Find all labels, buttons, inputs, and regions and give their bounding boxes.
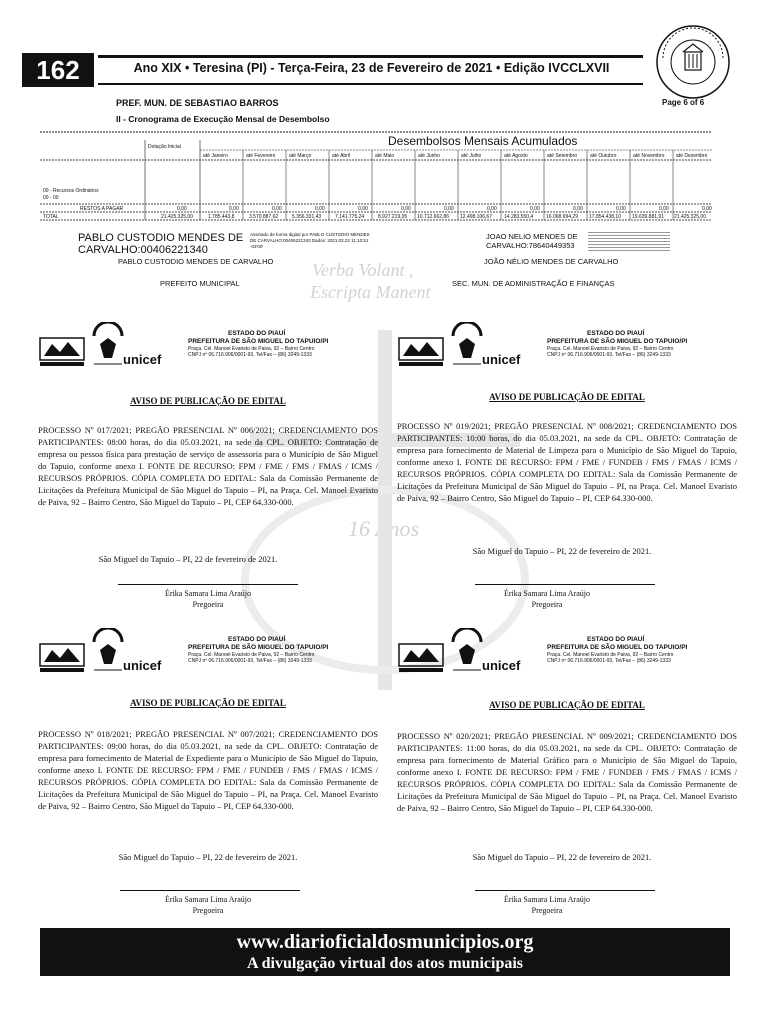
total-value: 19.639.881,91 bbox=[632, 214, 664, 220]
prefeitura-name: PREFEITURA DE SÃO MIGUEL DO TAPUIO/PI bbox=[547, 644, 688, 651]
notice-body: PROCESSO Nº 017/2021; PREGÃO PRESENCIAL Nº 006/2021; CREDENCIAMENTO DOS PARTICIPANTES: 08:00 horas, do dia 05.03.2021, na sede da CPL. OBJETO: Contratação de empresa ou pessoa física para prestação de serviço de assessoria para o Município de São Miguel do Tapuio, conforme anexo I. FONTE DE RECURSO: FPM / FME / FMS / FMAS / ICMS / RECURSOS PRÓPRIOS. CÓPIA COMPLETA DO EDITAL: Sala da Comissão Permanente de Licitações da Prefeitura Municipal de São Miguel do Tapuio – PI, na Praça. Cel. Manoel Evaristo de Paiva, 92 – Bairro Centro, São Miguel do Tapuio – PI, CEP 64.330-000. bbox=[38, 425, 378, 507]
col-month: até Julho bbox=[461, 153, 482, 159]
signer-name: Érika Samara Lima Araújo bbox=[165, 895, 251, 904]
page-of: Page 6 of 6 bbox=[662, 98, 705, 107]
total-value: 21.425.325,00 bbox=[674, 214, 706, 220]
signature-2-printed-name: JOÃO NÉLIO MENDES DE CARVALHO bbox=[484, 257, 619, 266]
footer-url[interactable]: www.diarioficialdosmunicipios.org bbox=[236, 931, 534, 953]
total-value: 1.785.443,8 bbox=[208, 214, 235, 220]
table-heading: Desembolsos Mensais Acumulados bbox=[388, 134, 578, 148]
notice-body: PROCESSO Nº 020/2021; PREGÃO PRESENCIAL Nº 009/2021; CREDENCIAMENTO DOS PARTICIPANTES: 11:00 horas, do dia 05.03.2021, na sede da CPL. OBJETO: Contratação de empresa para fornecimento de Material Gráfico para o Município de São Miguel do Tapuio, conforme anexo I. FONTE DE RECURSO: FPM / FME / FUNDEB / FMS / FMAS / ICMS / RECURSOS PRÓPRIOS. CÓPIA COMPLETA DO EDITAL: Sala da Comissão Permanente de Licitações da Prefeitura Municipal de São Miguel do Tapuio – PI, na Praça. Cel. Manoel Evaristo de Paiva, 92 – Bairro Centro, São Miguel do Tapuio – PI, CEP 64.330-000. bbox=[397, 731, 737, 813]
cell-value: 0,00 bbox=[315, 206, 325, 212]
seal-logo bbox=[90, 322, 126, 372]
notice-date: São Miguel do Tapuio – PI, 22 de fevereiro de 2021. bbox=[472, 852, 652, 862]
cell-value: 0,00 bbox=[659, 206, 669, 212]
col-month: até Dezembro bbox=[676, 153, 708, 159]
prefeitura-cnpj: CNPJ nº 06.716.906/0001-93, Tel/Fax – (86) 3249-1333 bbox=[547, 352, 671, 358]
page-number: 162 bbox=[22, 53, 94, 87]
col-month: até Setembro bbox=[547, 153, 578, 159]
signature-1-printed-name: PABLO CUSTODIO MENDES DE CARVALHO bbox=[118, 257, 274, 266]
cell-value: 0,00 bbox=[272, 206, 282, 212]
watermark-years: 16 Anos bbox=[348, 516, 420, 541]
cell-value: 0,00 bbox=[444, 206, 454, 212]
state-name: ESTADO DO PIAUÍ bbox=[228, 636, 286, 643]
cronograma-title: II - Cronograma de Execução Mensal de Desembolso bbox=[116, 114, 330, 124]
cronograma-table bbox=[40, 130, 712, 228]
total-value: 12.498.106,67 bbox=[460, 214, 492, 220]
prefeitura-address: Praça. Cel. Manoel Evaristo de Paiva, 92 – Bairro Centro bbox=[188, 652, 315, 658]
notice-signer bbox=[397, 588, 697, 610]
notice-header bbox=[397, 322, 737, 382]
notice-title: AVISO DE PUBLICAÇÃO DE EDITAL bbox=[489, 700, 645, 710]
signature-1-digital-name: PABLO CUSTODIO MENDES DE CARVALHO:00406221340 bbox=[78, 232, 244, 256]
prefeitura-address: Praça. Cel. Manoel Evaristo de Paiva, 92 – Bairro Centro bbox=[547, 346, 674, 352]
prefeitura-address: Praça. Cel. Manoel Evaristo de Paiva, 92 – Bairro Centro bbox=[547, 652, 674, 658]
notice-title: AVISO DE PUBLICAÇÃO DE EDITAL bbox=[489, 392, 645, 402]
signature-line bbox=[120, 890, 300, 891]
seal-logo bbox=[90, 628, 126, 678]
notice-letterhead bbox=[188, 330, 378, 358]
signer-name: Érika Samara Lima Araújo bbox=[504, 895, 590, 904]
col-month: até Agosto bbox=[504, 153, 528, 159]
diario-seal-logo bbox=[655, 24, 731, 100]
total-value: 3.570.887,62 bbox=[249, 214, 279, 220]
prefeitura-cnpj: CNPJ nº 06.716.906/0001-93, Tel/Fax – (86) 3249-1333 bbox=[188, 658, 312, 664]
col-month: até Maio bbox=[375, 153, 395, 159]
notice-title: AVISO DE PUBLICAÇÃO DE EDITAL bbox=[130, 396, 286, 406]
notice-letterhead bbox=[547, 330, 737, 358]
notice-title: AVISO DE PUBLICAÇÃO DE EDITAL bbox=[130, 698, 286, 708]
signer-name: Érika Samara Lima Araújo bbox=[165, 589, 251, 598]
prefeitura-name: PREFEITURA DE SÃO MIGUEL DO TAPUIO/PI bbox=[188, 644, 329, 651]
cell-value: 0,00 bbox=[616, 206, 626, 212]
watermark-line2: Escripta Manent bbox=[310, 282, 431, 302]
notice-letterhead bbox=[188, 636, 378, 664]
row-label: RESTOS A PAGAR bbox=[80, 206, 124, 212]
col-month: até Janeiro bbox=[203, 153, 228, 159]
signature-line bbox=[118, 584, 298, 585]
cell-value: 0,00 bbox=[573, 206, 583, 212]
notice-signer bbox=[38, 894, 378, 916]
notice-date: São Miguel do Tapuio – PI, 22 de fevereiro de 2021. bbox=[98, 554, 278, 564]
city-logo bbox=[397, 334, 445, 368]
notice-letterhead bbox=[547, 636, 737, 664]
seal-logo bbox=[449, 322, 485, 372]
notice-date: São Miguel do Tapuio – PI, 22 de fevereiro de 2021. bbox=[472, 546, 652, 556]
signature-1-digital-note: Assinado de forma digital por PABLO CUSTODIO MENDES DE CARVALHO:00406221340 Dados: 2021.02.22 11:10:51 -03'00' bbox=[250, 232, 370, 249]
signer-name: Érika Samara Lima Araújo bbox=[504, 589, 590, 598]
state-name: ESTADO DO PIAUÍ bbox=[587, 636, 645, 643]
digital-signature-stamp bbox=[588, 232, 670, 252]
cell-value: 0,00 bbox=[358, 206, 368, 212]
footer-tagline: A divulgação virtual dos atos municipais bbox=[246, 955, 524, 972]
total-value: 14.283.550,4 bbox=[504, 214, 534, 220]
notice-header bbox=[38, 322, 378, 382]
city-logo bbox=[38, 334, 86, 368]
signer-role: Pregoeira bbox=[192, 906, 224, 915]
total-value: 10.712.662,86 bbox=[417, 214, 449, 220]
notice-signer bbox=[397, 894, 697, 916]
prefeitura-name: PREFEITURA DE SÃO MIGUEL DO TAPUIO/PI bbox=[547, 338, 688, 345]
state-name: ESTADO DO PIAUÍ bbox=[587, 330, 645, 337]
notice-header bbox=[397, 628, 737, 688]
prefeitura-address: Praça. Cel. Manoel Evaristo de Paiva, 92 – Bairro Centro bbox=[188, 346, 315, 352]
signature-2-role: SEC. MUN. DE ADMINISTRAÇÃO E FINANÇAS bbox=[452, 279, 615, 288]
footer-banner bbox=[40, 928, 730, 976]
unicef-logo: unicef bbox=[123, 658, 162, 673]
notice-date: São Miguel do Tapuio – PI, 22 de fevereiro de 2021. bbox=[118, 852, 298, 862]
cell-value: 0,00 bbox=[177, 206, 187, 212]
cell-value: 0,00 bbox=[702, 206, 712, 212]
signature-line bbox=[475, 584, 655, 585]
total-value: 7.141.775,24 bbox=[335, 214, 365, 220]
signature-2-digital-name: JOAO NELIO MENDES DE CARVALHO:78640449353 bbox=[486, 232, 578, 250]
total-value: 5.356.331,43 bbox=[292, 214, 322, 220]
signature-1-role: PREFEITO MUNICIPAL bbox=[160, 279, 240, 288]
cell-value: 0,00 bbox=[401, 206, 411, 212]
col-month: até Março bbox=[289, 153, 312, 159]
prefeitura-cnpj: CNPJ nº 06.716.906/0001-93, Tel/Fax – (86) 3249-1333 bbox=[188, 352, 312, 358]
total-value: 16.068.994,29 bbox=[546, 214, 578, 220]
unicef-logo: unicef bbox=[482, 658, 521, 673]
row-label: 00 - 00 bbox=[43, 195, 59, 201]
watermark-line1: Verba Volant , bbox=[312, 260, 414, 280]
seal-logo bbox=[449, 628, 485, 678]
cell-value: 0,00 bbox=[229, 206, 239, 212]
col-month: até Junho bbox=[418, 153, 440, 159]
unicef-logo: unicef bbox=[123, 352, 162, 367]
entity-name: PREF. MUN. DE SEBASTIAO BARROS bbox=[116, 98, 279, 108]
col-month: até Abril bbox=[332, 153, 351, 159]
prefeitura-cnpj: CNPJ nº 06.716.906/0001-93, Tel/Fax – (86) 3249-1333 bbox=[547, 658, 671, 664]
notice-header bbox=[38, 628, 378, 688]
total-value: 8.927.219,05 bbox=[378, 214, 408, 220]
prefeitura-name: PREFEITURA DE SÃO MIGUEL DO TAPUIO/PI bbox=[188, 338, 329, 345]
col-month: até Outubro bbox=[590, 153, 617, 159]
cell-value: 0,00 bbox=[487, 206, 497, 212]
unicef-logo: unicef bbox=[482, 352, 521, 367]
signer-role: Pregoeira bbox=[531, 906, 563, 915]
notice-signer bbox=[38, 588, 378, 610]
col-month: até Fevereiro bbox=[246, 153, 276, 159]
row-label: 00 - Recursos Ordinários bbox=[43, 188, 99, 194]
total-value: 17.854.438,10 bbox=[589, 214, 621, 220]
edition-line: Ano XIX • Teresina (PI) - Terça-Feira, 23 de Fevereiro de 2021 • Edição IVCCLXVII bbox=[133, 61, 610, 75]
col-month: até Novembro bbox=[633, 153, 665, 159]
total-value: 21.425.325,00 bbox=[161, 214, 193, 220]
signature-line bbox=[475, 890, 655, 891]
signer-role: Pregoeira bbox=[531, 600, 563, 609]
cell-value: 0,00 bbox=[530, 206, 540, 212]
notice-body: PROCESSO Nº 019/2021; PREGÃO PRESENCIAL Nº 008/2021; CREDENCIAMENTO DOS PARTICIPANTES: 10:00 horas, do dia 05.03.2021, na sede da CPL. OBJETO: Contratação de empresa para fornecimento de Material de Limpeza para o Município de São Miguel do Tapuio, conforme anexo I. FONTE DE RECURSO: FPM / FME / FUNDEB / FMS / FMAS / ICMS / RECURSOS PRÓPRIOS. CÓPIA COMPLETA DO EDITAL: Sala da Comissão Permanente de Licitações da Prefeitura Municipal de São Miguel do Tapuio – PI, na Praça. Cel. Manoel Evaristo de Paiva, 92 – Bairro Centro, São Miguel do Tapuio – PI, CEP 64.330-000. bbox=[397, 421, 737, 503]
city-logo bbox=[38, 640, 86, 674]
row-label: TOTAL bbox=[43, 214, 59, 220]
signer-role: Pregoeira bbox=[192, 600, 224, 609]
city-logo bbox=[397, 640, 445, 674]
col-dotacao: Dotação Inicial bbox=[148, 144, 181, 150]
notice-body: PROCESSO Nº 018/2021; PREGÃO PRESENCIAL Nº 007/2021; CREDENCIAMENTO DOS PARTICIPANTES: 09:00 horas, do dia 05.03.2021, na sede da CPL. OBJETO: Contratação de empresa para fornecimento de Material de Expediente para o Município de São Miguel do Tapuio, conforme anexo I. FONTE DE RECURSO: FPM / FME / FUNDEB / FMS / FMAS / ICMS / RECURSOS PRÓPRIOS. CÓPIA COMPLETA DO EDITAL: Sala da Comissão Permanente de Licitações da Prefeitura Municipal de São Miguel do Tapuio – PI, na Praça. Cel. Manoel Evaristo de Paiva, 92 – Bairro Centro, São Miguel do Tapuio – PI, CEP 64.330-000. bbox=[38, 729, 378, 811]
state-name: ESTADO DO PIAUÍ bbox=[228, 330, 286, 337]
